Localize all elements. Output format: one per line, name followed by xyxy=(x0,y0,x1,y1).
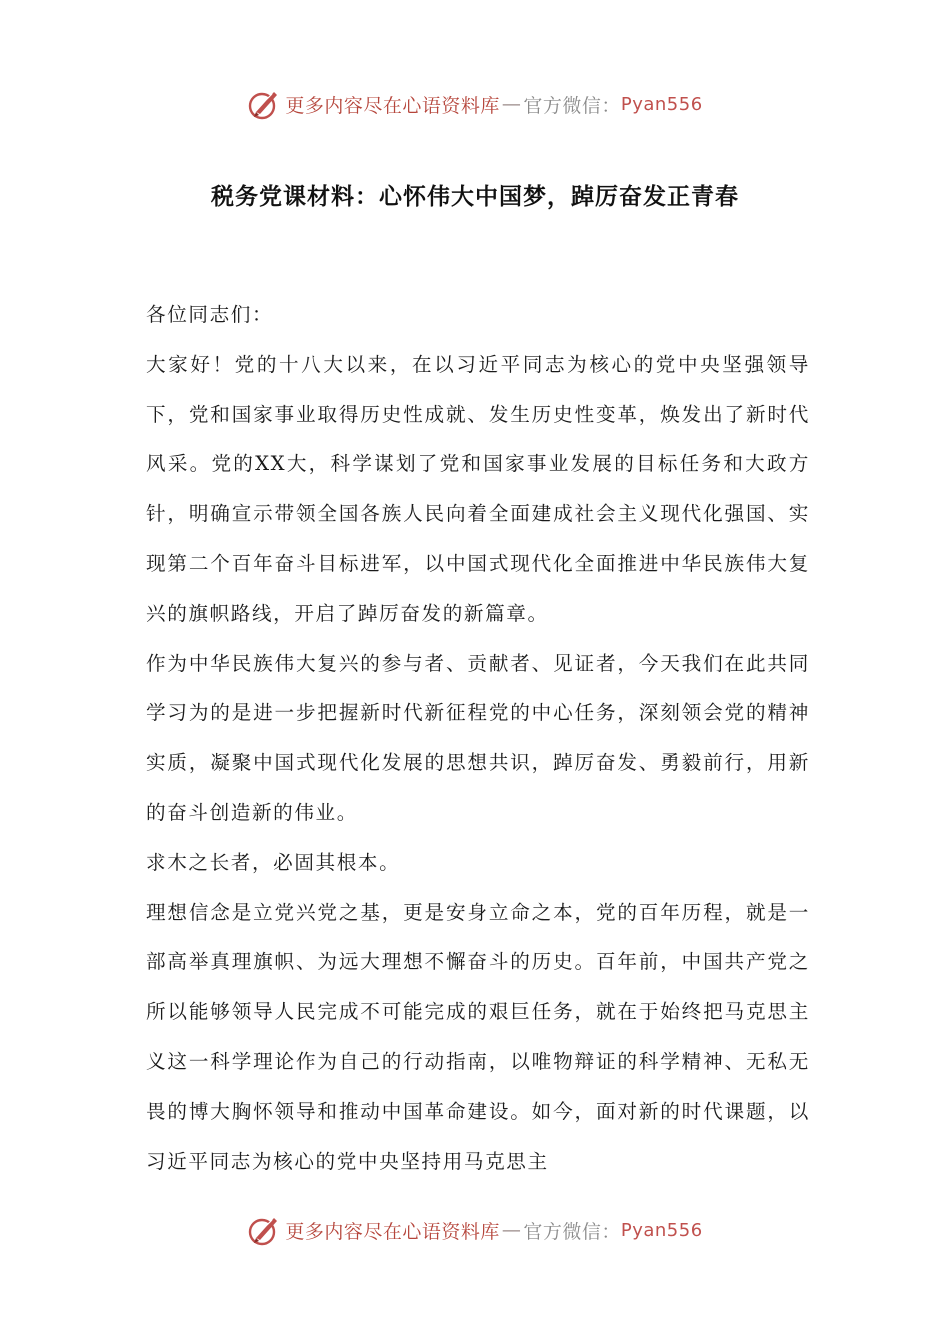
watermark-brand: 更多内容尽在心语资料库 xyxy=(285,94,500,117)
watermark-wechat-id: Pyan556 xyxy=(620,93,703,115)
paragraph-4: 理想信念是立党兴党之基，更是安身立命之本，党的百年历程，就是一部高举真理旗帜、为远大理想不懈奋斗的历史。百年前，中国共产党之所以能够领导人民完成不可能完成的艰巨任务，就在于始终把马克思主义这一科学理论作为自己的行动指南，以唯物辩证的科学精神、无私无畏的博大胸怀领导和推动中国革命建设。如今，面对新的时代课题，以习近平同志为核心的党中央坚持用马克思主 xyxy=(146,900,810,1173)
watermark-official-label: 官方微信： xyxy=(523,1220,621,1243)
paragraph-2: 作为中华民族伟大复兴的参与者、贡献者、见证者，今天我们在此共同学习为的是进一步把握新时代新征程党的中心任务，深刻领会党的精神实质，凝聚中国式现代化发展的思想共识，踔厉奋发、勇毅前行，用新的奋斗创造新的伟业。 xyxy=(146,651,810,824)
document-title: 税务党课材料：心怀伟大中国梦，踔厉奋发正青春 xyxy=(211,183,739,210)
watermark-brand: 更多内容尽在心语资料库 xyxy=(285,1220,500,1243)
paragraph-salutation: 各位同志们： xyxy=(146,303,274,326)
watermark-dash: — xyxy=(501,1219,522,1241)
paragraph-3: 求木之长者，必固其根本。 xyxy=(146,850,401,874)
watermark-wechat-id: Pyan556 xyxy=(620,1219,703,1241)
watermark-dash: — xyxy=(501,93,522,115)
paragraph-1: 大家好！党的十八大以来，在以习近平同志为核心的党中央坚强领导下，党和国家事业取得历史性成就、发生历史性变革，焕发出了新时代风采。党的XX大，科学谋划了党和国家事业发展的目标任务和大政方针，明确宣示带领全国各族人民向着全面建成社会主义现代化强国、实现第二个百年奋斗目标进军，以中国式现代化全面推进中华民族伟大复兴的旗帜路线，开启了踔厉奋发的新篇章。 xyxy=(146,352,810,625)
footer-watermark xyxy=(0,1210,950,1250)
header-watermark xyxy=(0,84,950,124)
watermark-official-label: 官方微信： xyxy=(523,94,621,117)
document-body xyxy=(146,290,810,1186)
quill-logo-icon xyxy=(247,1213,281,1247)
quill-logo-icon xyxy=(247,87,281,121)
